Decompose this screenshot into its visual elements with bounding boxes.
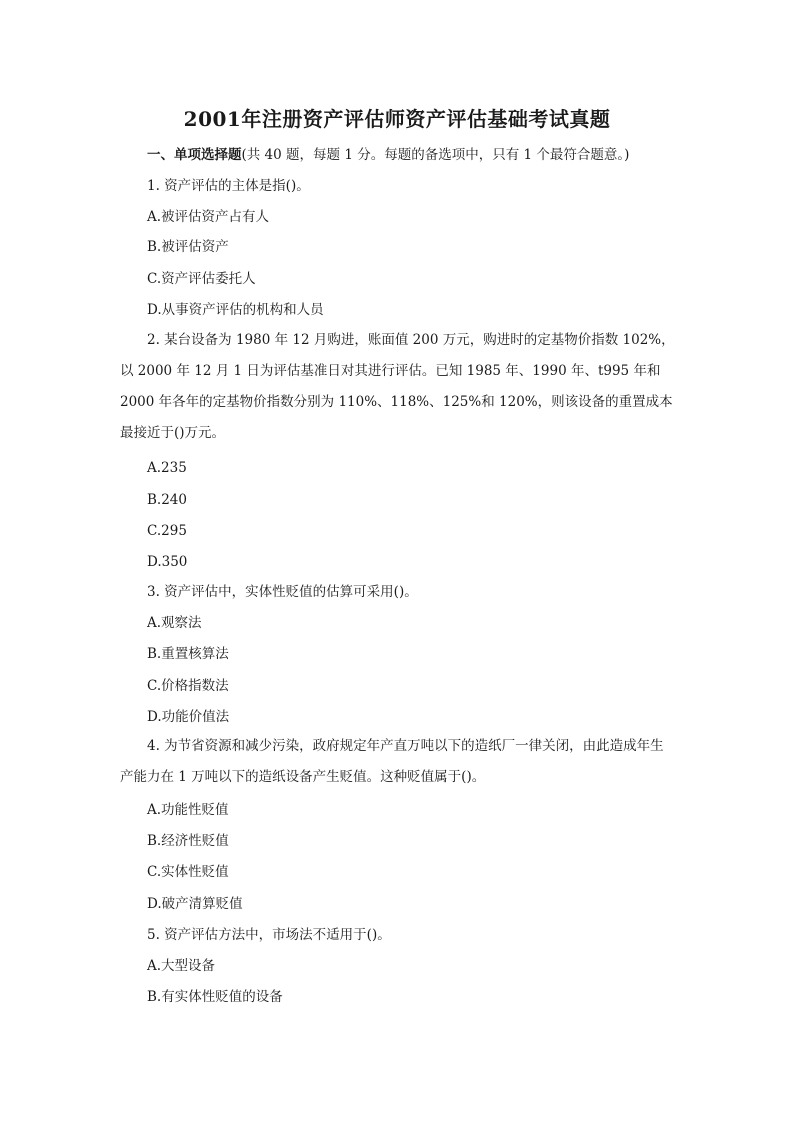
question-stem: 1. 资产评估的主体是指()。	[147, 178, 310, 194]
question-option: A.功能性贬值	[147, 802, 229, 818]
question-stem: 5. 资产评估方法中，市场法不适用于()。	[147, 927, 391, 943]
question-option: A.被评估资产占有人	[147, 209, 270, 225]
question-option: B.有实体性贬值的设备	[147, 989, 283, 1005]
question-stem: 3. 资产评估中，实体性贬值的估算可采用()。	[147, 584, 418, 600]
question-option: D.350	[147, 554, 188, 570]
question-option: A.观察法	[147, 615, 202, 631]
question-option: D.破产清算贬值	[147, 896, 243, 912]
section-heading-line	[147, 146, 629, 164]
question-option: A.大型设备	[147, 958, 216, 974]
question-option: C.资产评估委托人	[147, 271, 256, 287]
question-stem: 4. 为节省资源和减少污染，政府规定年产直万吨以下的造纸厂一律关闭，由此造成年生产能力在 1 万吨以下的造纸设备产生贬值。这种贬值属于()。	[120, 738, 664, 785]
question-option: C.价格指数法	[147, 678, 229, 694]
question-option: B.240	[147, 492, 187, 508]
section-note: (共 40 题，每题 1 分。每题的备选项中，只有 1 个最符合题意。)	[241, 147, 630, 163]
question-option: D.功能价值法	[147, 709, 230, 725]
document-title: 2001年注册资产评估师资产评估基础考试真题	[183, 107, 611, 131]
question-option: A.235	[147, 460, 187, 476]
question-option: C.295	[147, 523, 187, 539]
question-option: B.重置核算法	[147, 646, 229, 662]
question-stem: 2. 某台设备为 1980 年 12 月购进，账面值 200 万元，购进时的定基物价指数 102%，以 2000 年 12 月 1 日为评估基准日对其进行评估。已知 1985 年、1990 年、t995 年和 2000 年各年的定基物价指数分别为 110%、118%、125%和 120%，则该设备的重置成本最接近于()万元。	[120, 332, 675, 441]
question-option: B.经济性贬值	[147, 833, 229, 849]
question-option: D.从事资产评估的机构和人员	[147, 302, 324, 318]
question-option: C.实体性贬值	[147, 864, 229, 880]
question-option: B.被评估资产	[147, 239, 229, 255]
section-heading: 一、单项选择题	[147, 147, 242, 163]
